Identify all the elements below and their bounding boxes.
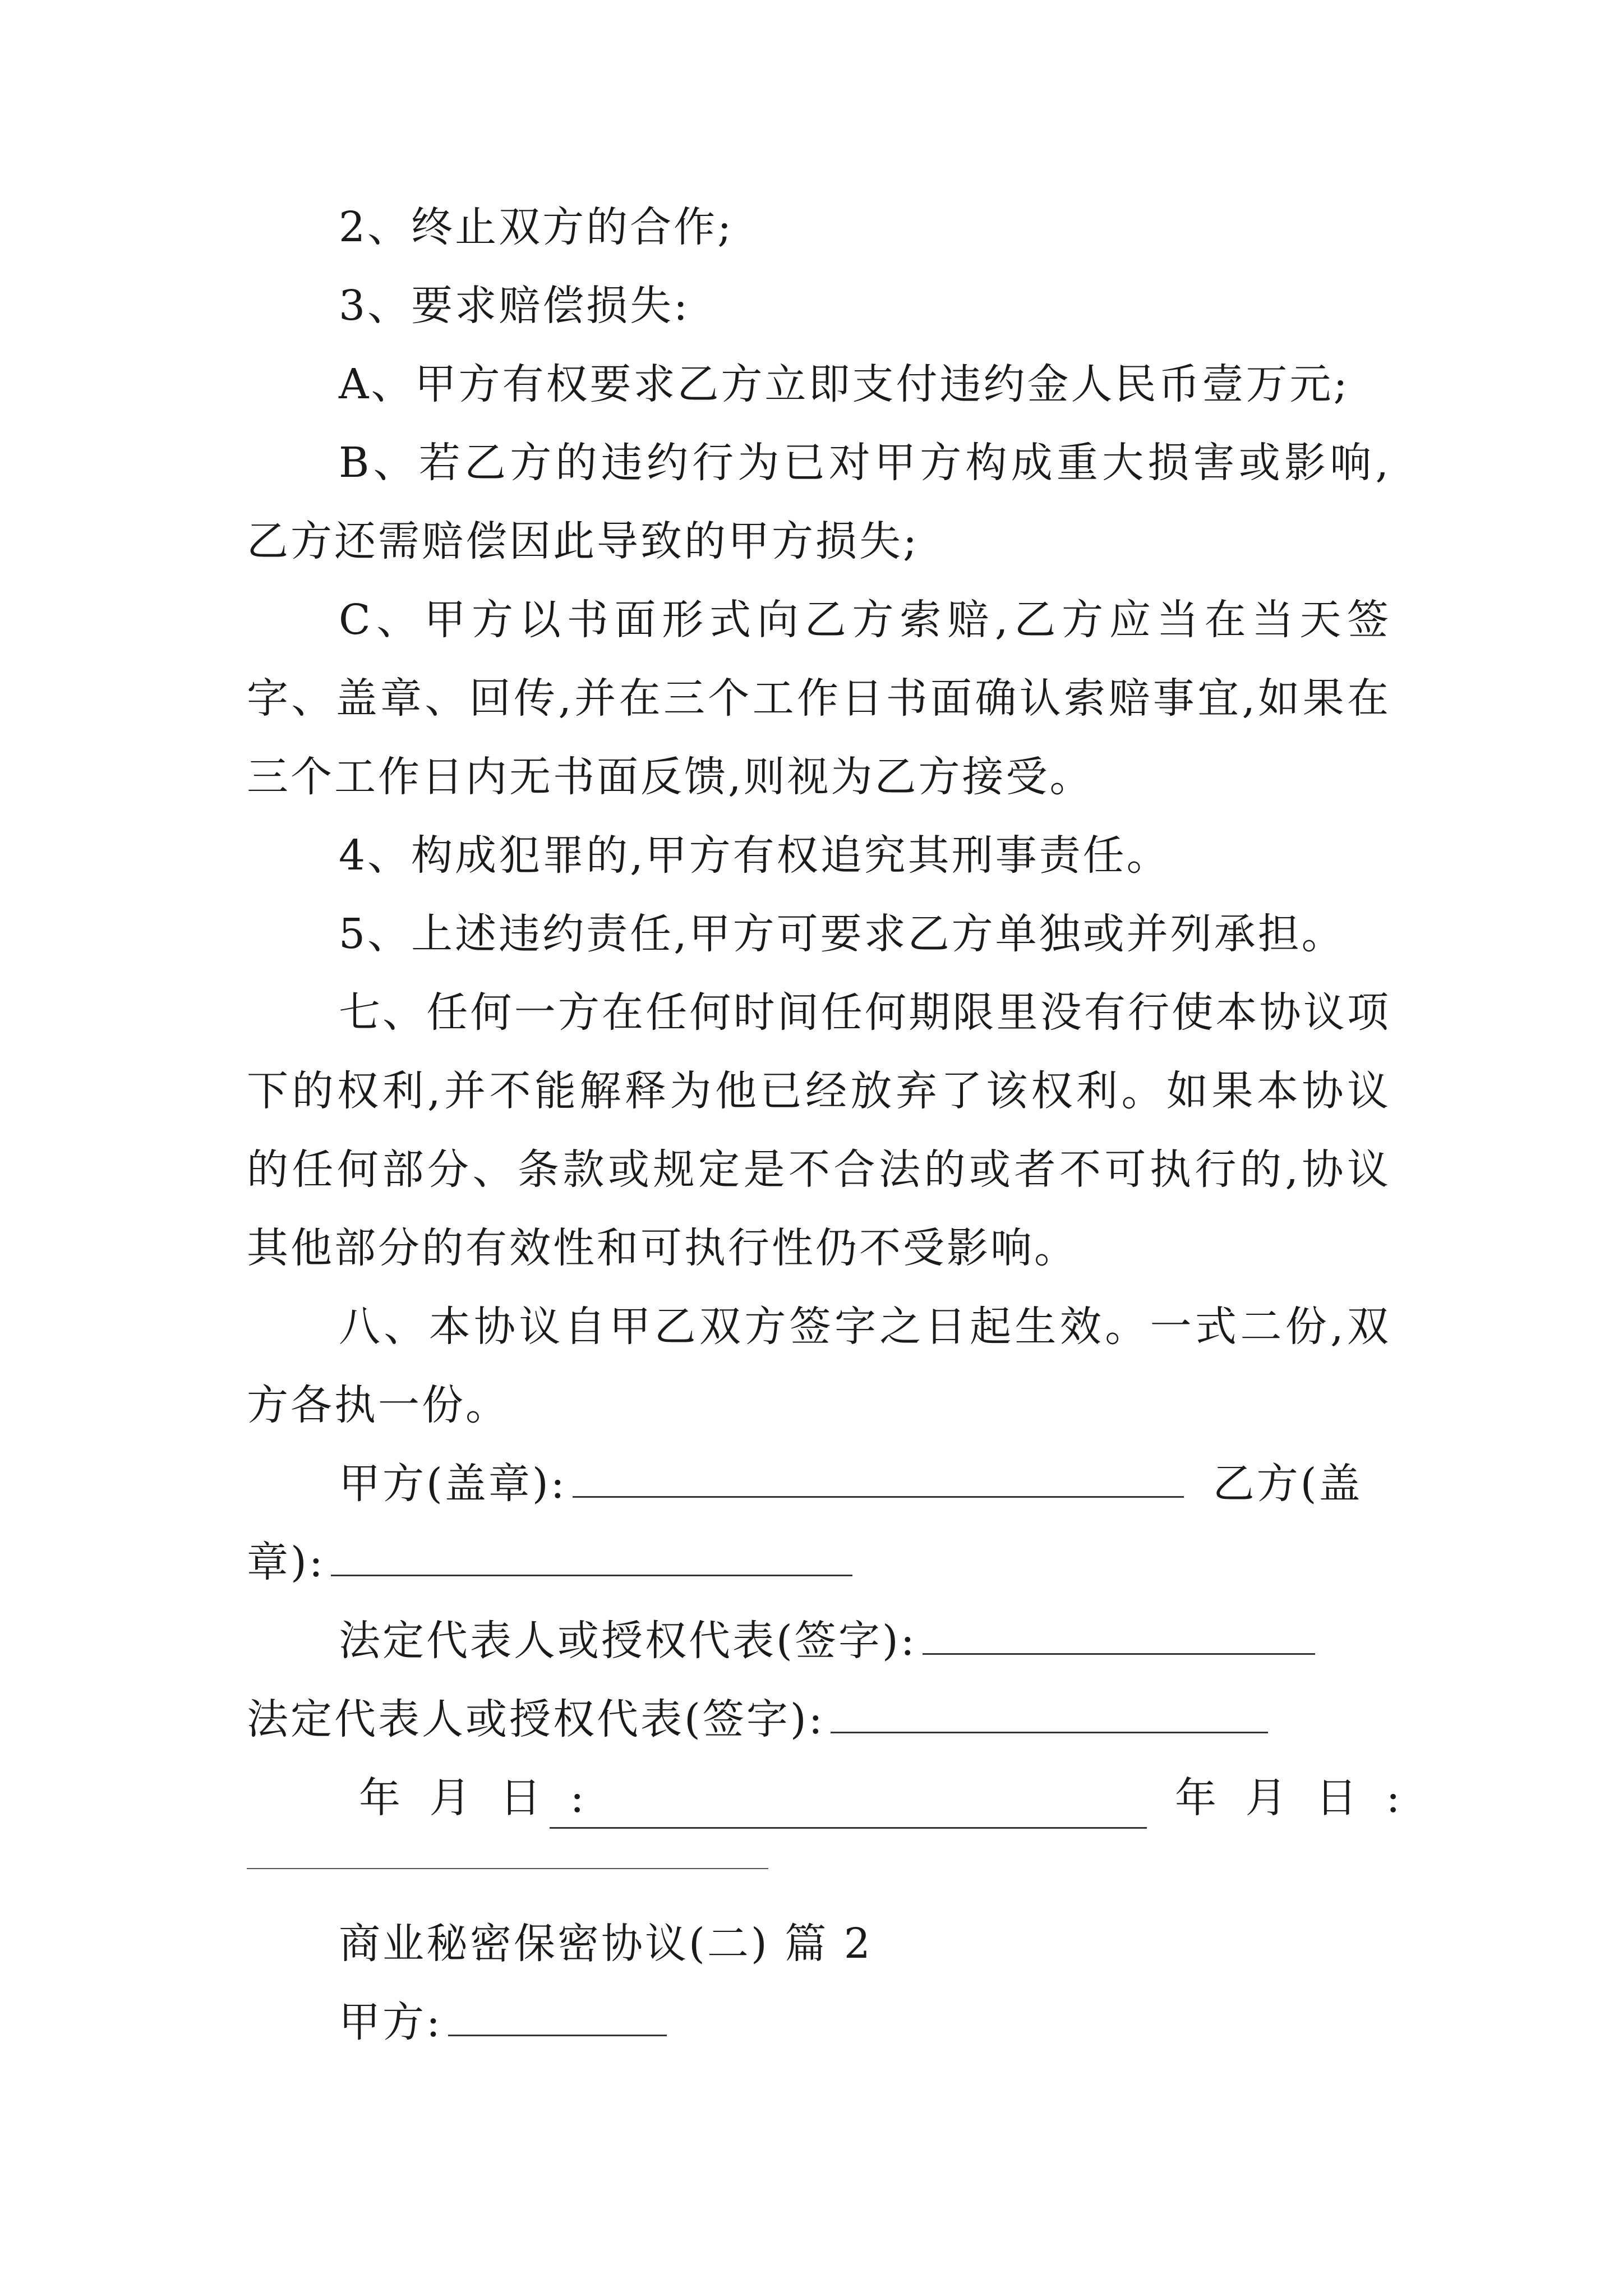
seal-line-1 (247, 1444, 1391, 1523)
clause-a-penalty: A、甲方有权要求乙方立即支付违约金人民币壹万元; (339, 360, 1350, 408)
section-two-party-a-label: 甲方: (339, 1998, 442, 2046)
party-a-seal-label: 甲方(盖章): (339, 1460, 567, 1508)
section-two-title-text: 商业秘密保密协议(二) 篇 2 (339, 1920, 873, 1968)
clause-seven-waiver: 七、任何一方在任何时间任何期限里没有行使本协议项下的权利,并不能解释为他已经放弃了该权利。如果本协议的任何部分、条款或规定是不合法的或者不可执行的,协议其他部分的有效性和可执行性仍不受影响。 (247, 988, 1391, 1272)
party-b-seal-label: 乙方(盖 (1212, 1460, 1363, 1508)
date-a-blank[interactable] (550, 1793, 1147, 1829)
clause-c-claim: C、甲方以书面形式向乙方索赔,乙方应当在当天签字、盖章、回传,并在三个工作日书面确认索赔事宜,如果在三个工作日内无书面反馈,则视为乙方接受。 (247, 596, 1391, 801)
clause-criminal: 4、构成犯罪的,甲方有权追究其刑事责任。 (339, 831, 1170, 880)
rep-line-b (247, 1680, 1391, 1759)
party-b-seal-label-cont: 章): (247, 1538, 325, 1586)
clause-compensation: 3、要求赔偿损失: (339, 282, 690, 330)
section-two-title (247, 1904, 1391, 1983)
clause-terminate: 2、终止双方的合作; (339, 203, 734, 251)
rep-line-a (247, 1602, 1391, 1680)
agreement-body (247, 188, 1408, 1837)
section-two-party-a (247, 1983, 1391, 2062)
section-two-party-a-blank[interactable] (448, 2001, 667, 2036)
rep-b-blank[interactable] (831, 1698, 1268, 1733)
party-b-seal-blank[interactable] (331, 1541, 852, 1576)
rep-a-label: 法定代表人或授权代表(签字): (339, 1617, 917, 1665)
date-a-label: 年 月 日 : (359, 1774, 592, 1822)
clause-liability: 5、上述违约责任,甲方可要求乙方单独或并列承担。 (339, 910, 1345, 958)
date-b-label: 年 月 日 : (1175, 1774, 1408, 1822)
section-two (247, 1904, 1391, 2062)
party-a-seal-blank[interactable] (573, 1462, 1184, 1498)
seal-line-2 (247, 1523, 1391, 1602)
rep-a-blank[interactable] (923, 1619, 1315, 1655)
clause-b-damages: B、若乙方的违约行为已对甲方构成重大损害或影响,乙方还需赔偿因此导致的甲方损失; (247, 439, 1391, 565)
rep-b-label: 法定代表人或授权代表(签字): (247, 1695, 825, 1743)
date-b-blank[interactable] (247, 1868, 768, 1869)
clause-eight-effective: 八、本协议自甲乙双方签字之日起生效。一式二份,双方各执一份。 (247, 1303, 1391, 1429)
date-line (247, 1759, 1408, 1837)
